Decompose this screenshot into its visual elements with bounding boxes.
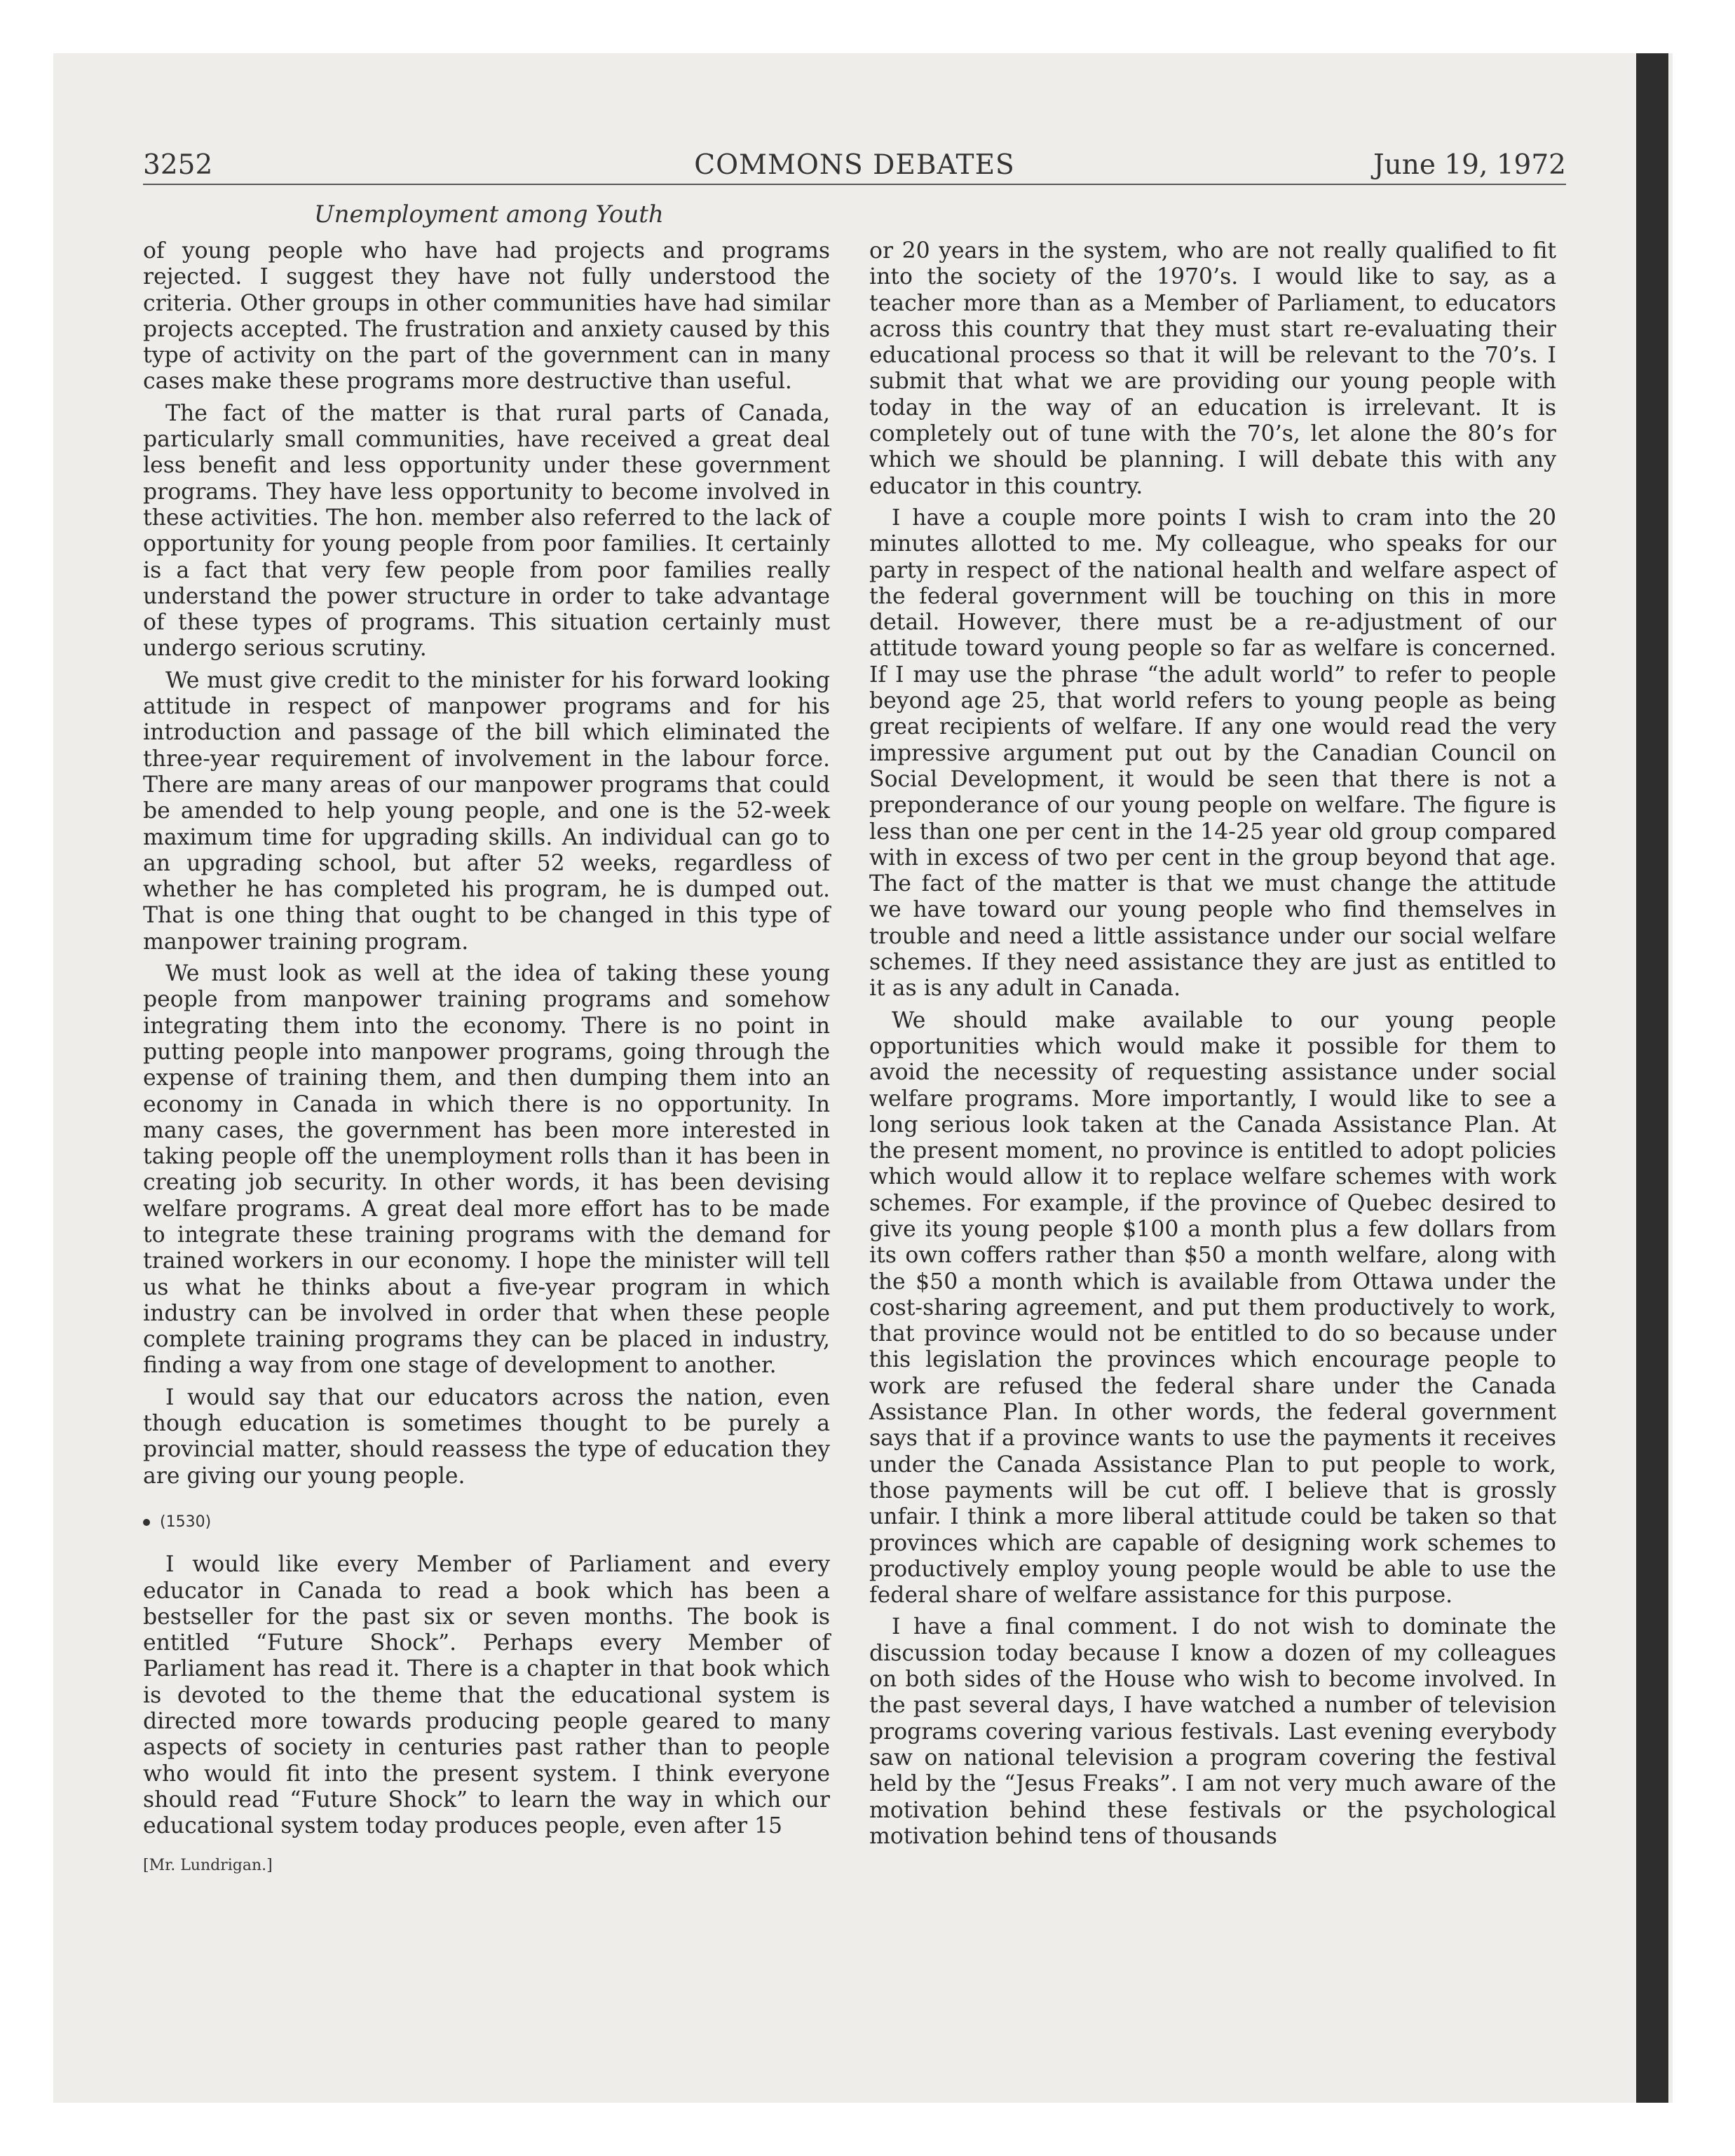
publication-date: June 19, 1972 (1373, 149, 1566, 181)
paragraph: of young people who have had projects and programs rejected. I suggest they have not fully understood the criteria. Other groups in other communities have had similar projects accepted. The frustration and anxiety caused by this type of activity on the part of the government can in many cases make these programs more destructive than useful. (143, 238, 830, 395)
paragraph: I would say that our educators across the nation, even though education is sometimes thought to be purely a provincial matter, should reassess the type of education they are giving our young people. (143, 1384, 830, 1489)
paragraph: We should make available to our young people opportunities which would make it possible for them to avoid the necessity of requesting assistance under social welfare programs. More importantly, I would like to see a long serious look taken at the Canada Assistance Plan. At the present moment, no province is entitled to adopt policies which would allow it to replace welfare schemes with work schemes. For example, if the province of Quebec desired to give its young people $100 a month plus a few dollars from its own coffers rather than $50 a month welfare, along with the $50 a month which is available from Ottawa under the cost-sharing agreement, and put them productively to work, that province would not be entitled to do so because under this legislation the provinces which encourage people to work are refused the federal share under the Canada Assistance Plan. In other words, the federal government says that if a province wants to use the payments it receives under the Canada Assistance Plan to put people to work, those payments will be cut off. I believe that is grossly unfair. I think a more liberal attitude could be taken so that provinces which are capable of designing work schemes to productively employ young people would be able to use the federal share of welfare assistance for this purpose. (869, 1007, 1556, 1609)
scan-edge-shadow (1636, 53, 1668, 2103)
speaker-attribution: [Mr. Lundrigan.] (143, 1856, 273, 1874)
time-marker-label: (1530) (160, 1513, 212, 1531)
page-header (143, 149, 1566, 185)
time-marker (143, 1509, 830, 1535)
paragraph: We must give credit to the minister for his forward looking attitude in respect of manpower programs and for his introduction and passage of the bill which eliminated the three-year requirement of involvement in the labour force. There are many areas of our manpower programs that could be amended to help young people, and one is the 52-week maximum time for upgrading skills. An individual can go to an upgrading school, but after 52 weeks, regardless of whether he has completed his program, he is dumped out. That is one thing that ought to be changed in this type of manpower training program. (143, 667, 830, 955)
section-heading: Unemployment among Youth (314, 200, 664, 228)
paragraph: I would like every Member of Parliament and every educator in Canada to read a book which has been a bestseller for the past six or seven months. The book is entitled “Future Shock”. Perhaps every Member of Parliament has read it. There is a chapter in that book which is devoted to the theme that the educational system is directed more towards producing people geared to many aspects of society in centuries past rather than to people who would fit into the present system. I think everyone should read “Future Shock” to learn the way in which our educational system today produces people, even after 15 (143, 1552, 830, 1839)
paragraph: I have a couple more points I wish to cram into the 20 minutes allotted to me. My colleague, who speaks for our party in respect of the national health and welfare aspect of the federal government will be touching on this in more detail. However, there must be a re-adjustment of our attitude toward young people so far as welfare is concerned. If I may use the phrase “the adult world” to refer to people beyond age 25, that world refers to young people as being great recipients of welfare. If any one would read the very impressive argument put out by the Canadian Council on Social Development, it would be seen that there is not a preponderance of our young people on welfare. The figure is less than one per cent in the 14-25 year old group compared with in excess of two per cent in the group beyond that age. The fact of the matter is that we must change the attitude we have toward our young people who find themselves in trouble and need a little assistance under our social welfare schemes. If they need assistance they are just as entitled to it as is any adult in Canada. (869, 505, 1556, 1002)
paragraph: We must look as well at the idea of taking these young people from manpower training programs and somehow integrating them into the economy. There is no point in putting people into manpower programs, going through the expense of training them, and then dumping them into an economy in Canada in which there is no opportunity. In many cases, the government has been more interested in taking people off the unemployment rolls than it has been in creating job security. In other words, it has been devising welfare programs. A great deal more effort has to be made to integrate these training programs with the demand for trained workers in our economy. I hope the minister will tell us what he thinks about a five-year program in which industry can be involved in order that when these people complete training programs they can be placed in industry, finding a way from one stage of development to another. (143, 961, 830, 1379)
paragraph: I have a final comment. I do not wish to dominate the discussion today because I know a dozen of my colleagues on both sides of the House who wish to become involved. In the past several days, I have watched a number of television programs covering various festivals. Last evening everybody saw on national television a program covering the festival held by the “Jesus Freaks”. I am not very much aware of the motivation behind these festivals or the psychological motivation behind tens of thousands (869, 1614, 1556, 1849)
paragraph: The fact of the matter is that rural parts of Canada, particularly small communities, have received a great deal less benefit and less opportunity under these government programs. They have less opportunity to become involved in these activities. The hon. member also referred to the lack of opportunity for young people from poor families. It certainly is a fact that very few people from poor families really understand the power structure in order to take advantage of these types of programs. This situation certainly must undergo serious scrutiny. (143, 400, 830, 662)
left-column (143, 238, 830, 1878)
bullet-icon (143, 1519, 150, 1526)
page-number: 3252 (143, 149, 213, 181)
paragraph: or 20 years in the system, who are not really qualified to fit into the society of the 1970’s. I would like to say, as a teacher more than as a Member of Parliament, to educators across this country that they must start re-evaluating their educational process so that it will be relevant to the 70’s. I submit that what we are providing our young people with today in the way of an education is irrelevant. It is completely out of tune with the 70’s, let alone the 80’s for which we should be planning. I will debate this with any educator in this country. (869, 238, 1556, 499)
publication-title: COMMONS DEBATES (694, 149, 1015, 181)
right-column (869, 238, 1556, 1855)
